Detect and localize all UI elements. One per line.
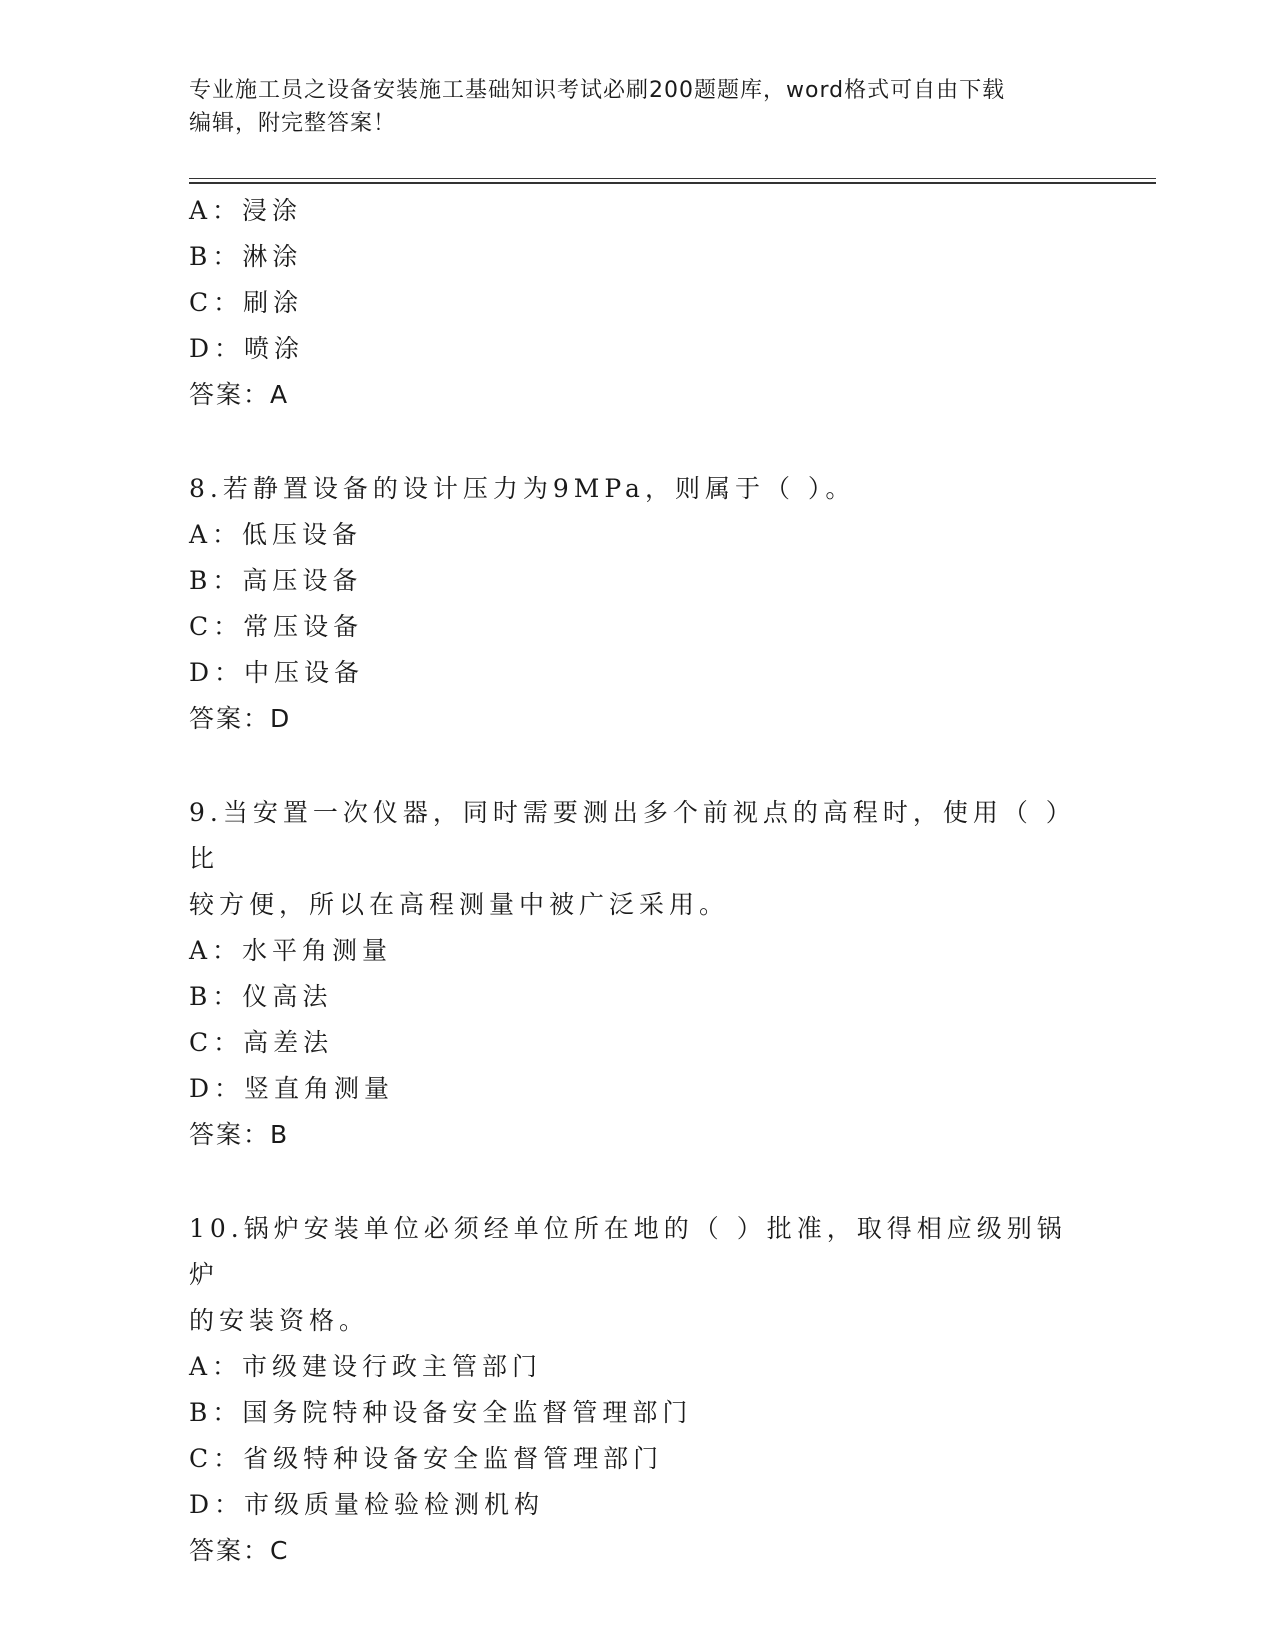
option-b: B：仪高法 bbox=[189, 982, 333, 1011]
question-7 bbox=[189, 188, 1089, 418]
question-10 bbox=[189, 1206, 1089, 1574]
question-stem-line-1: 10.锅炉安装单位必须经单位所在地的（ ）批准，取得相应级别锅炉 bbox=[189, 1214, 1067, 1289]
answer-line: 答案：D bbox=[189, 704, 292, 733]
option-a: A：浸涂 bbox=[189, 196, 303, 225]
question-stem: 8.若静置设备的设计压力为9MPa，则属于（ ）。 bbox=[189, 474, 856, 503]
header-line-2: 编辑，附完整答案！ bbox=[189, 111, 397, 136]
option-c: C：高差法 bbox=[189, 1028, 334, 1057]
option-d: D：喷涂 bbox=[189, 334, 305, 363]
option-d: D：竖直角测量 bbox=[189, 1074, 395, 1103]
option-c: C：刷涂 bbox=[189, 288, 304, 317]
option-a: A：水平角测量 bbox=[189, 936, 393, 965]
question-stem-line-1: 9.当安置一次仪器，同时需要测出多个前视点的高程时，使用（ ）比 bbox=[189, 798, 1076, 873]
answer-line: 答案：A bbox=[189, 380, 290, 409]
question-8 bbox=[189, 466, 1089, 742]
option-b: B：国务院特种设备安全监督管理部门 bbox=[189, 1398, 693, 1427]
option-b: B：淋涂 bbox=[189, 242, 303, 271]
question-stem-line-2: 的安装资格。 bbox=[189, 1306, 370, 1335]
question-9 bbox=[189, 790, 1089, 1158]
question-list bbox=[189, 188, 1089, 1574]
option-c: C：常压设备 bbox=[189, 612, 364, 641]
header-rule-thick bbox=[189, 182, 1156, 184]
option-a: A：低压设备 bbox=[189, 520, 363, 549]
header-rule-thin bbox=[189, 178, 1156, 179]
header-line-1: 专业施工员之设备安装施工基础知识考试必刷200题题库，word格式可自由下载 bbox=[189, 78, 1006, 103]
option-d: D：市级质量检验检测机构 bbox=[189, 1490, 545, 1519]
document-header bbox=[189, 74, 1089, 140]
option-d: D：中压设备 bbox=[189, 658, 365, 687]
option-c: C：省级特种设备安全监督管理部门 bbox=[189, 1444, 664, 1473]
question-stem-line-2: 较方便，所以在高程测量中被广泛采用。 bbox=[189, 890, 730, 919]
option-b: B：高压设备 bbox=[189, 566, 363, 595]
answer-line: 答案：C bbox=[189, 1536, 290, 1565]
answer-line: 答案：B bbox=[189, 1120, 290, 1149]
option-a: A：市级建设行政主管部门 bbox=[189, 1352, 543, 1381]
